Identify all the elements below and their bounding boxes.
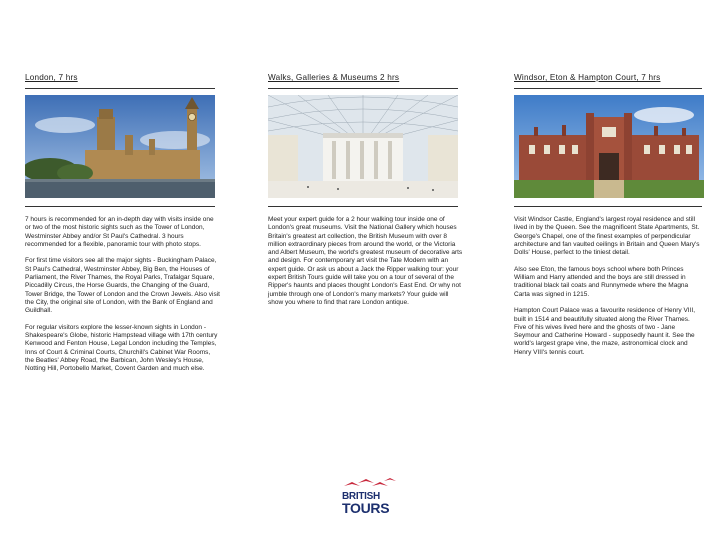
logo-line-2: TOURS [342,500,390,516]
column-body [268,216,464,316]
logo-line-1: BRITISH [342,491,380,502]
british-museum-court-photo [268,95,458,198]
paragraph: For first time visitors see all the major sights - Buckingham Palace, St Paul's Cathedral, Westminster Abbey, Big Ben, the Houses of Parliament, the River Thames, the Royal Parks, Trafalgar Square, Piccadilly Circus, the Horse Guards, the Changing of the Guard, Tower Bridge, the Tower of London and the Crown Jewels. Also visit the City, the original site of London, with the Bank of England and Guildhall. [25,257,220,315]
hampton-court-photo [514,95,704,198]
paragraph: For regular visitors explore the lesser-known sights in London - Shakespeare's Globe, historic Hampstead village with 17th century Kenwood and Fenton House, Legal London including the Temples, Inns of Court & Criminal Courts, Churchill's Cabinet War Rooms, the Beatles' Abbey Road, the Barbican, John Wesley's House, Notting Hill, Portobello Market, Covent Garden and much else. [25,323,218,373]
column-title[interactable]: Windsor, Eton & Hampton Court, 7 hrs [514,73,661,82]
paragraph: Also see Eton, the famous boys school where both Princes William and Harry attended and the boys are still dressed in traditional black tail coats and Runnymede where the Magna Carta was signed in 1215. [514,265,689,298]
divider [25,206,215,207]
british-tours-logo [338,470,398,520]
paragraph: Visit Windsor Castle, England's largest royal residence and still lived in by the Queen. See the magnificent State Apartments, St. George's Chapel, one of the finest examples of perpendicular architecture and fan vaulted ceilings in Britain and Queen Mary's Dolls' House, perfect to the tiniest detail. [514,216,700,257]
divider [25,88,215,89]
divider [514,88,702,89]
paragraph: Hampton Court Palace was a favourite residence of Henry VIII, built in 1514 and beautifully situated along the River Thames. Five of his wives lived here and the ghosts of two - Jane Seymour and Catherine Howard - supposedly haunt it. See the world's largest grape vine, the maze, astronomical clock and Henry VIII's tennis court. [514,307,696,356]
divider [268,88,458,89]
paragraph: Meet your expert guide for a 2 hour walking tour inside one of London's great museums. Visit the National Gallery which houses Britain's greatest art collection, the British Museum with over 8 million extraordinary pieces from around the world, or the Victoria and Albert Museum, the world's greatest museum of decorative arts and design. For contemporary art visit the Tate Modern with an expert guide. Or ask us about a Jack the Ripper walking tour: your expert British Tours guide will take you on a tour of several of the Ripper's haunts and places thought London's East End. Or why not jumble through one of London's many markets? Your guide will show you where to find that rare London antique. [268,216,463,306]
divider [268,206,458,207]
geese-icon [340,474,396,492]
paragraph: 7 hours is recommended for an in-depth day with visits inside one or two of the most historic sights such as the Tower of London, Westminster Abbey and/or St Paul's Cathedral. 3 hours recommended for a flexible, panoramic tour with photo stops. [25,216,214,248]
column-title[interactable]: London, 7 hrs [25,73,78,82]
divider [514,206,702,207]
column-title[interactable]: Walks, Galleries & Museums 2 hrs [268,73,400,82]
column-body [25,216,221,382]
column-body [514,216,702,365]
london-parliament-photo [25,95,215,198]
